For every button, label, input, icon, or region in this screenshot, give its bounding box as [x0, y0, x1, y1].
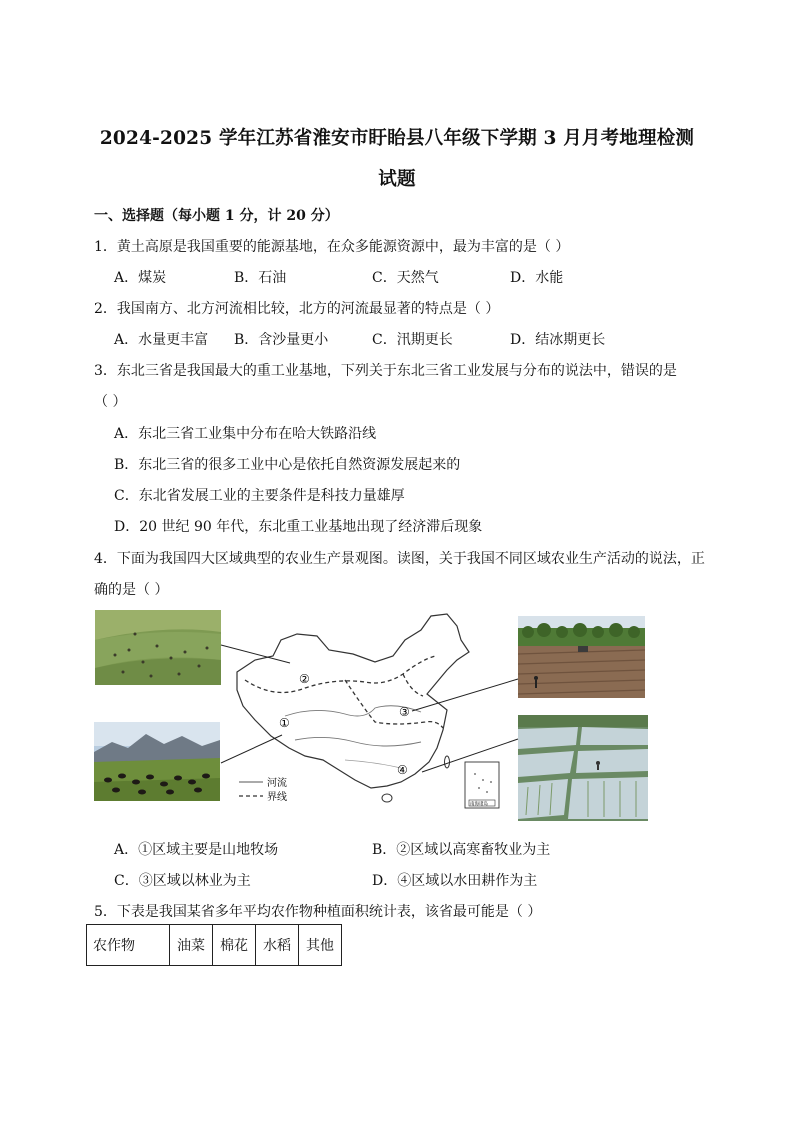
section-heading: 一、选择题（每小题 1 分，计 20 分） — [94, 208, 339, 224]
table-header-cell: 棉花 — [213, 925, 256, 966]
page-title-line2: 试题 — [378, 169, 416, 190]
q2-option-b[interactable]: B．含沙量更小 — [234, 332, 329, 348]
q3-option-a[interactable]: A．东北三省工业集中分布在哈大铁路沿线 — [114, 426, 377, 442]
legend-boundary-label: 界线 — [267, 792, 287, 803]
table-row — [87, 925, 342, 966]
q3-option-b[interactable]: B．东北三省的很多工业中心是依托自然资源发展起来的 — [114, 457, 461, 473]
crop-area-table — [86, 924, 342, 966]
q4-option-d[interactable]: D．④区域以水田耕作为主 — [372, 873, 538, 889]
question-1-stem: 1．黄土高原是我国重要的能源基地，在众多能源资源中，最为丰富的是（ ） — [94, 239, 570, 255]
map-label-1: ① — [279, 716, 290, 730]
q1-option-b[interactable]: B．石油 — [234, 270, 287, 286]
inset-label: 南海诸岛 — [470, 802, 488, 807]
question-4-stem-line1: 4．下面为我国四大区域典型的农业生产景观图。读图，关于我国不同区域农业生产活动的说法，正 — [94, 551, 705, 567]
map-label-3: ③ — [399, 705, 410, 719]
question-3-stem-line2: （ ） — [94, 394, 127, 410]
q3-option-d[interactable]: D．20 世纪 90 年代，东北重工业基地出现了经济滞后现象 — [114, 519, 483, 535]
q1-option-c[interactable]: C．天然气 — [372, 270, 439, 286]
question-2-stem: 2．我国南方、北方河流相比较，北方的河流最显著的特点是（ ） — [94, 301, 500, 317]
legend-river-label: 河流 — [267, 778, 287, 789]
question-5-stem: 5．下表是我国某省多年平均农作物种植面积统计表，该省最可能是（ ） — [94, 904, 542, 920]
q2-option-a[interactable]: A．水量更丰富 — [114, 332, 209, 348]
q2-option-c[interactable]: C．汛期更长 — [372, 332, 453, 348]
q4-option-c[interactable]: C．③区域以林业为主 — [114, 873, 251, 889]
table-header-cell: 农作物 — [87, 925, 170, 966]
q4-option-a[interactable]: A．①区域主要是山地牧场 — [114, 842, 279, 858]
question-3-stem-line1: 3．东北三省是我国最大的重工业基地，下列关于东北三省工业发展与分布的说法中，错误的是 — [94, 363, 677, 379]
q4-option-b[interactable]: B．②区域以高寒畜牧业为主 — [372, 842, 551, 858]
question-4-stem-line2: 确的是（ ） — [94, 582, 169, 598]
table-header-cell: 油菜 — [170, 925, 213, 966]
table-header-cell: 水稻 — [256, 925, 299, 966]
map-label-2: ② — [299, 672, 310, 686]
q3-option-c[interactable]: C．东北省发展工业的主要条件是科技力量雄厚 — [114, 488, 405, 504]
table-header-cell: 其他 — [299, 925, 342, 966]
q2-option-d[interactable]: D．结冰期更长 — [510, 332, 606, 348]
page-title-line1: 2024-2025 学年江苏省淮安市盱眙县八年级下学期 3 月月考地理检测 — [99, 128, 695, 149]
q1-option-a[interactable]: A．煤炭 — [114, 270, 167, 286]
map-label-4: ④ — [397, 763, 408, 777]
q1-option-d[interactable]: D．水能 — [510, 270, 564, 286]
